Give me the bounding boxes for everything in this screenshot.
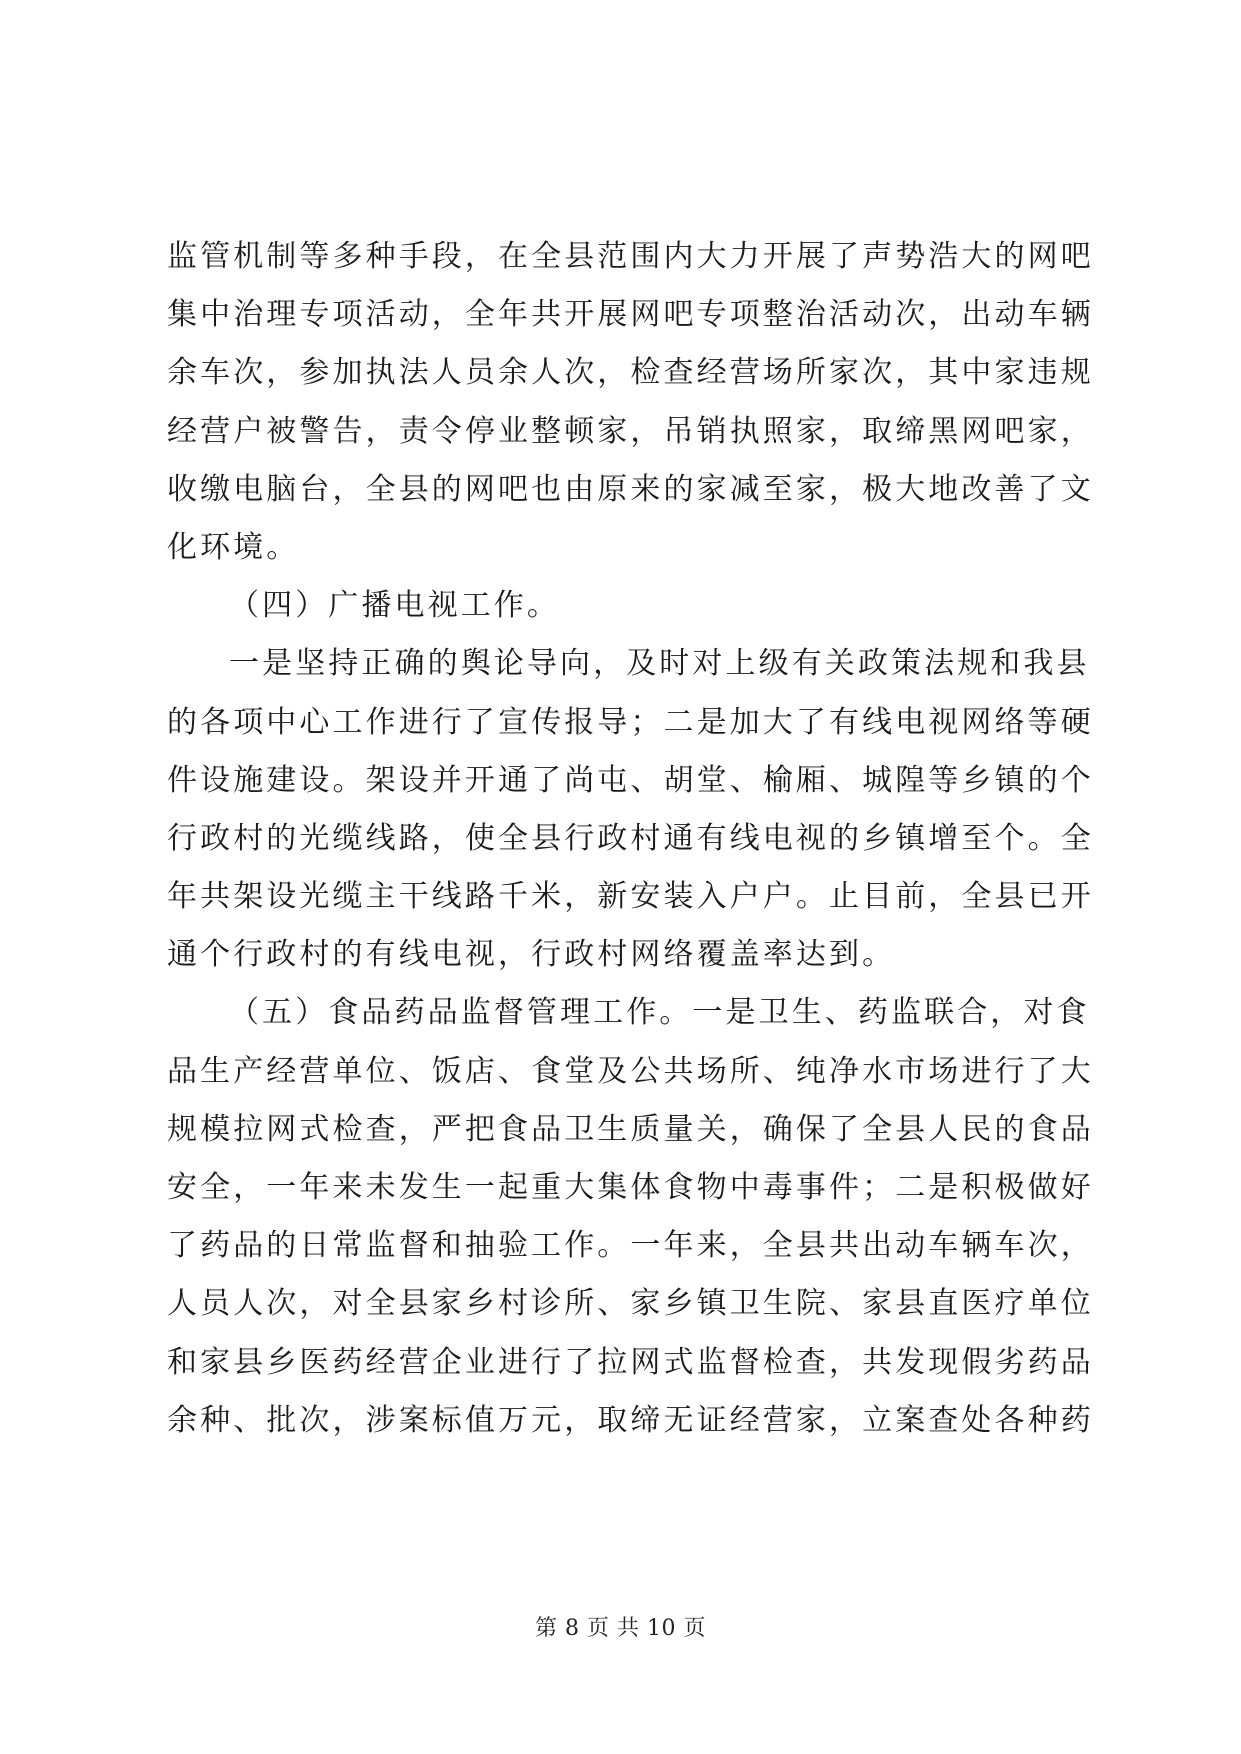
- page-footer: 第 8 页 共 10 页: [535, 1616, 706, 1641]
- text-line: 集中治理专项活动，全年共开展网吧专项整治活动次，出动车辆: [167, 297, 1094, 333]
- text-line: 通个行政村的有线电视，行政村网络覆盖率达到。: [167, 937, 896, 973]
- text-line: 余车次，参加执法人员余人次，检查经营场所家次，其中家违规: [167, 355, 1094, 391]
- text-line: 监管机制等多种手段，在全县范围内大力开展了声势浩大的网吧: [167, 239, 1094, 274]
- text-line: 了药品的日常监督和抽验工作。一年来，全县共出动车辆车次，: [167, 1228, 1094, 1264]
- text-line: （四）广播电视工作。: [229, 588, 560, 624]
- text-line: 品生产经营单位、饭店、食堂及公共场所、纯净水市场进行了大: [167, 1053, 1094, 1089]
- text-line: 件设施建设。架设并开通了尚屯、胡堂、榆厢、城隍等乡镇的个: [167, 762, 1094, 798]
- text-line: 安全，一年来未发生一起重大集体食物中毒事件；二是积极做好: [167, 1170, 1094, 1205]
- text-line: 和家县乡医药经营企业进行了拉网式监督检查，共发现假劣药品: [167, 1344, 1094, 1380]
- text-line: 经营户被警告，责令停业整顿家，吊销执照家，取缔黑网吧家，: [167, 413, 1094, 449]
- text-line: 人员人次，对全县家乡村诊所、家乡镇卫生院、家县直医疗单位: [167, 1286, 1094, 1322]
- text-line: 化环境。: [167, 529, 300, 565]
- body-text: [167, 228, 1094, 1450]
- text-line: 的各项中心工作进行了宣传报导；二是加大了有线电视网络等硬: [167, 704, 1094, 740]
- text-line: 规模拉网式检查，严把食品卫生质量关，确保了全县人民的食品: [167, 1111, 1094, 1147]
- text-line: 余种、批次，涉案标值万元，取缔无证经营家，立案查处各种药: [167, 1402, 1094, 1438]
- text-line: 收缴电脑台，全县的网吧也由原来的家减至家，极大地改善了文: [167, 471, 1094, 507]
- text-line: 一是坚持正确的舆论导向，及时对上级有关政策法规和我县: [229, 646, 1090, 682]
- text-line: 年共架设光缆主干线路千米，新安装入户户。止目前，全县已开: [167, 879, 1094, 915]
- text-line: （五）食品药品监督管理工作。一是卫生、药监联合，对食: [229, 995, 1090, 1031]
- text-line: 行政村的光缆线路，使全县行政村通有线电视的乡镇增至个。全: [167, 820, 1094, 856]
